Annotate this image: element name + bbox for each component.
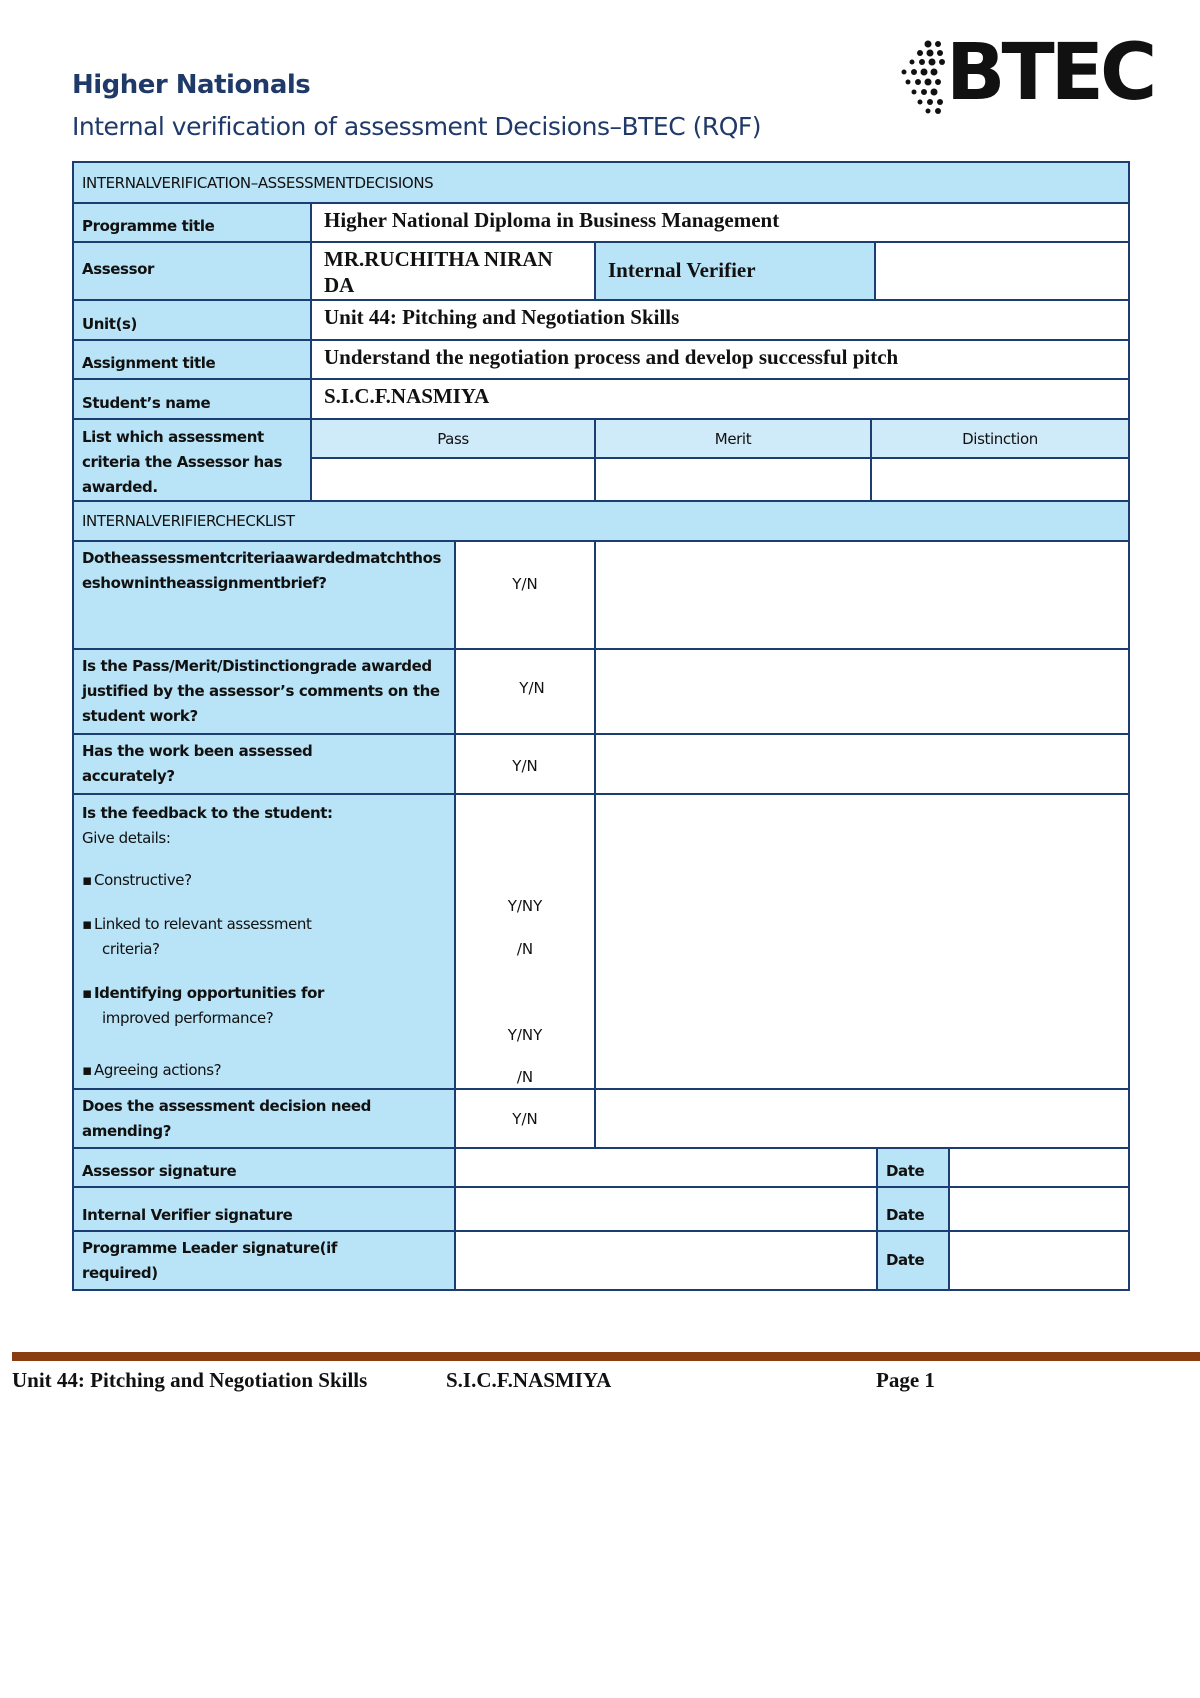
- question-3-comment-cell[interactable]: [594, 733, 1130, 795]
- units-value: Unit 44: Pitching and Negotiation Skills: [324, 305, 680, 329]
- question-1-answer-cell[interactable]: [454, 540, 596, 650]
- feedback-item-text: Constructive?: [94, 871, 192, 889]
- criteria-label: [74, 420, 310, 502]
- pl-signature-line: Programme Leader signature(if: [82, 1239, 337, 1257]
- question-2-answer-cell[interactable]: [454, 648, 596, 735]
- pass-label: Pass: [437, 430, 469, 448]
- header-subtitle: Internal verification of assessment Decisions–BTEC (RQF): [72, 112, 762, 141]
- programme-title-value: Higher National Diploma in Business Management: [324, 208, 780, 232]
- assessor-date-field[interactable]: [948, 1147, 1130, 1188]
- units-label-cell: [72, 299, 312, 341]
- question-2-answer: Y/N: [519, 679, 545, 697]
- question-5-comment-cell[interactable]: [594, 1088, 1130, 1149]
- feedback-item-text: criteria?: [102, 940, 160, 958]
- units-value-cell[interactable]: [310, 299, 1130, 341]
- question-5-cell: [72, 1088, 456, 1149]
- pl-signature-label: [74, 1232, 454, 1291]
- question-3-cell: [72, 733, 456, 795]
- question-4-answer: /N: [516, 1068, 534, 1086]
- assessor-signature-label: Assessor signature: [82, 1162, 237, 1180]
- programme-title-value-cell[interactable]: [310, 202, 1130, 243]
- question-5-answer-cell[interactable]: [454, 1088, 596, 1149]
- question-4-title: Is the feedback to the student:: [82, 804, 333, 822]
- feedback-item-text: improved performance?: [102, 1009, 274, 1027]
- btec-logo: [898, 28, 1154, 122]
- question-line: amending?: [82, 1122, 172, 1140]
- internal-verifier-label-cell: [594, 241, 876, 301]
- programme-title-label: Programme title: [82, 217, 215, 235]
- date-label: Date: [886, 1162, 925, 1180]
- criteria-label-cell: [72, 418, 312, 502]
- assessor-value-line2: DA: [324, 273, 355, 297]
- assessor-value-cell[interactable]: [310, 241, 596, 301]
- distinction-label: Distinction: [962, 430, 1038, 448]
- feedback-item-text: Linked to relevant assessment: [94, 915, 312, 933]
- section-checklist-header: [72, 500, 1130, 542]
- question-1-answer: Y/N: [512, 575, 538, 593]
- iv-date-field[interactable]: [948, 1186, 1130, 1232]
- criteria-label-line: awarded.: [82, 478, 158, 496]
- question-4-answer: /N: [516, 940, 534, 958]
- assignment-title-value-cell[interactable]: [310, 339, 1130, 380]
- assessor-label: Assessor: [82, 260, 154, 278]
- feedback-item-text: Agreeing actions?: [94, 1061, 222, 1079]
- pl-signature-label-cell: [72, 1230, 456, 1291]
- internal-verifier-label: Internal Verifier: [608, 258, 756, 282]
- footer-unit: Unit 44: Pitching and Negotiation Skills: [12, 1368, 368, 1392]
- header-title: Higher Nationals: [72, 70, 311, 100]
- section-title: INTERNALVERIFIERCHECKLIST: [82, 512, 295, 530]
- assessor-signature-label-cell: [72, 1147, 456, 1188]
- pl-date-label-cell: [876, 1230, 950, 1291]
- question-line: student work?: [82, 707, 198, 725]
- question-5: [74, 1090, 454, 1149]
- question-4-answer: Y/NY: [507, 1026, 543, 1044]
- merit-value-cell[interactable]: [594, 457, 872, 502]
- feedback-item-text: Identifying opportunities for: [94, 984, 324, 1002]
- question-4-comment-cell[interactable]: [594, 793, 1130, 1090]
- question-4-answer-cell[interactable]: [454, 793, 596, 1090]
- pl-signature-line: required): [82, 1264, 158, 1282]
- assessor-value-line1: MR.RUCHITHA NIRAN: [324, 247, 553, 271]
- student-name-label: Student’s name: [82, 394, 211, 412]
- iv-signature-label-cell: [72, 1186, 456, 1232]
- internal-verifier-value: [876, 243, 1128, 249]
- question-2-cell: [72, 648, 456, 735]
- question-5-answer: Y/N: [512, 1110, 538, 1128]
- distinction-value-cell[interactable]: [870, 457, 1130, 502]
- question-1-cell: [72, 540, 456, 650]
- question-3-answer: Y/N: [512, 757, 538, 775]
- iv-date-label-cell: [876, 1186, 950, 1232]
- dots-logo-icon: [898, 38, 950, 118]
- assessor-label-cell: [72, 241, 312, 301]
- question-line: Does the assessment decision need: [82, 1097, 371, 1115]
- assignment-title-value: Understand the negotiation process and develop successful pitch: [324, 345, 899, 369]
- question-line: eshownintheassignmentbrief?: [82, 574, 327, 592]
- units-label: Unit(s): [82, 315, 138, 333]
- question-4-sub: Give details:: [82, 829, 171, 847]
- question-1: [74, 542, 454, 602]
- merit-label: Merit: [714, 430, 752, 448]
- iv-signature-field[interactable]: [454, 1186, 878, 1232]
- logo-wordmark: BTEC: [946, 28, 1154, 118]
- student-name-value-cell[interactable]: [310, 378, 1130, 420]
- question-line: Dotheassessmentcriteriaawardedmatchthos: [82, 549, 441, 567]
- pass-header-cell: [310, 418, 596, 459]
- assessor-signature-field[interactable]: [454, 1147, 878, 1188]
- date-label: Date: [886, 1206, 925, 1224]
- criteria-label-line: List which assessment: [82, 428, 264, 446]
- feedback-item-agreeing: ▪ Agreeing actions?: [82, 1061, 222, 1079]
- question-line: Is the Pass/Merit/Distinctiongrade awarded: [82, 657, 432, 675]
- question-line: accurately?: [82, 767, 175, 785]
- question-1-comment-cell[interactable]: [594, 540, 1130, 650]
- distinction-header-cell: [870, 418, 1130, 459]
- question-3-answer-cell[interactable]: [454, 733, 596, 795]
- footer-rule: [12, 1352, 1200, 1361]
- pass-value-cell[interactable]: [310, 457, 596, 502]
- section-title: INTERNALVERIFICATION–ASSESSMENTDECISIONS: [82, 174, 434, 192]
- pl-date-field[interactable]: [948, 1230, 1130, 1291]
- question-line: Has the work been assessed: [82, 742, 313, 760]
- question-3: [74, 735, 454, 795]
- student-name-label-cell: [72, 378, 312, 420]
- programme-title-label-cell: [72, 202, 312, 243]
- question-4-cell: [72, 793, 456, 1090]
- verification-form: [72, 161, 1130, 1306]
- feedback-item-linked: ▪ Linked to relevant assessment criteria?: [74, 912, 312, 962]
- question-4-answer: Y/NY: [507, 897, 543, 915]
- feedback-item-identifying: ▪ Identifying opportunities for improved performance?: [74, 981, 324, 1031]
- date-label: Date: [886, 1251, 925, 1269]
- question-2: [74, 650, 454, 735]
- pl-signature-field[interactable]: [454, 1230, 878, 1291]
- criteria-label-line: criteria the Assessor has: [82, 453, 283, 471]
- iv-signature-label: Internal Verifier signature: [82, 1206, 293, 1224]
- assignment-title-label: Assignment title: [82, 354, 216, 372]
- question-2-comment-cell[interactable]: [594, 648, 1130, 735]
- footer-student: S.I.C.F.NASMIYA: [446, 1368, 612, 1392]
- feedback-item-constructive: ▪ Constructive?: [82, 871, 192, 889]
- assignment-title-label-cell: [72, 339, 312, 380]
- section-internal-verification-header: [72, 161, 1130, 204]
- question-line: justified by the assessor’s comments on the: [82, 682, 440, 700]
- internal-verifier-value-cell[interactable]: [874, 241, 1130, 301]
- assessor-value: [312, 243, 594, 301]
- merit-header-cell: [594, 418, 872, 459]
- footer-page: Page 1: [876, 1368, 935, 1392]
- student-name-value: S.I.C.F.NASMIYA: [324, 384, 490, 408]
- assessor-date-label-cell: [876, 1147, 950, 1188]
